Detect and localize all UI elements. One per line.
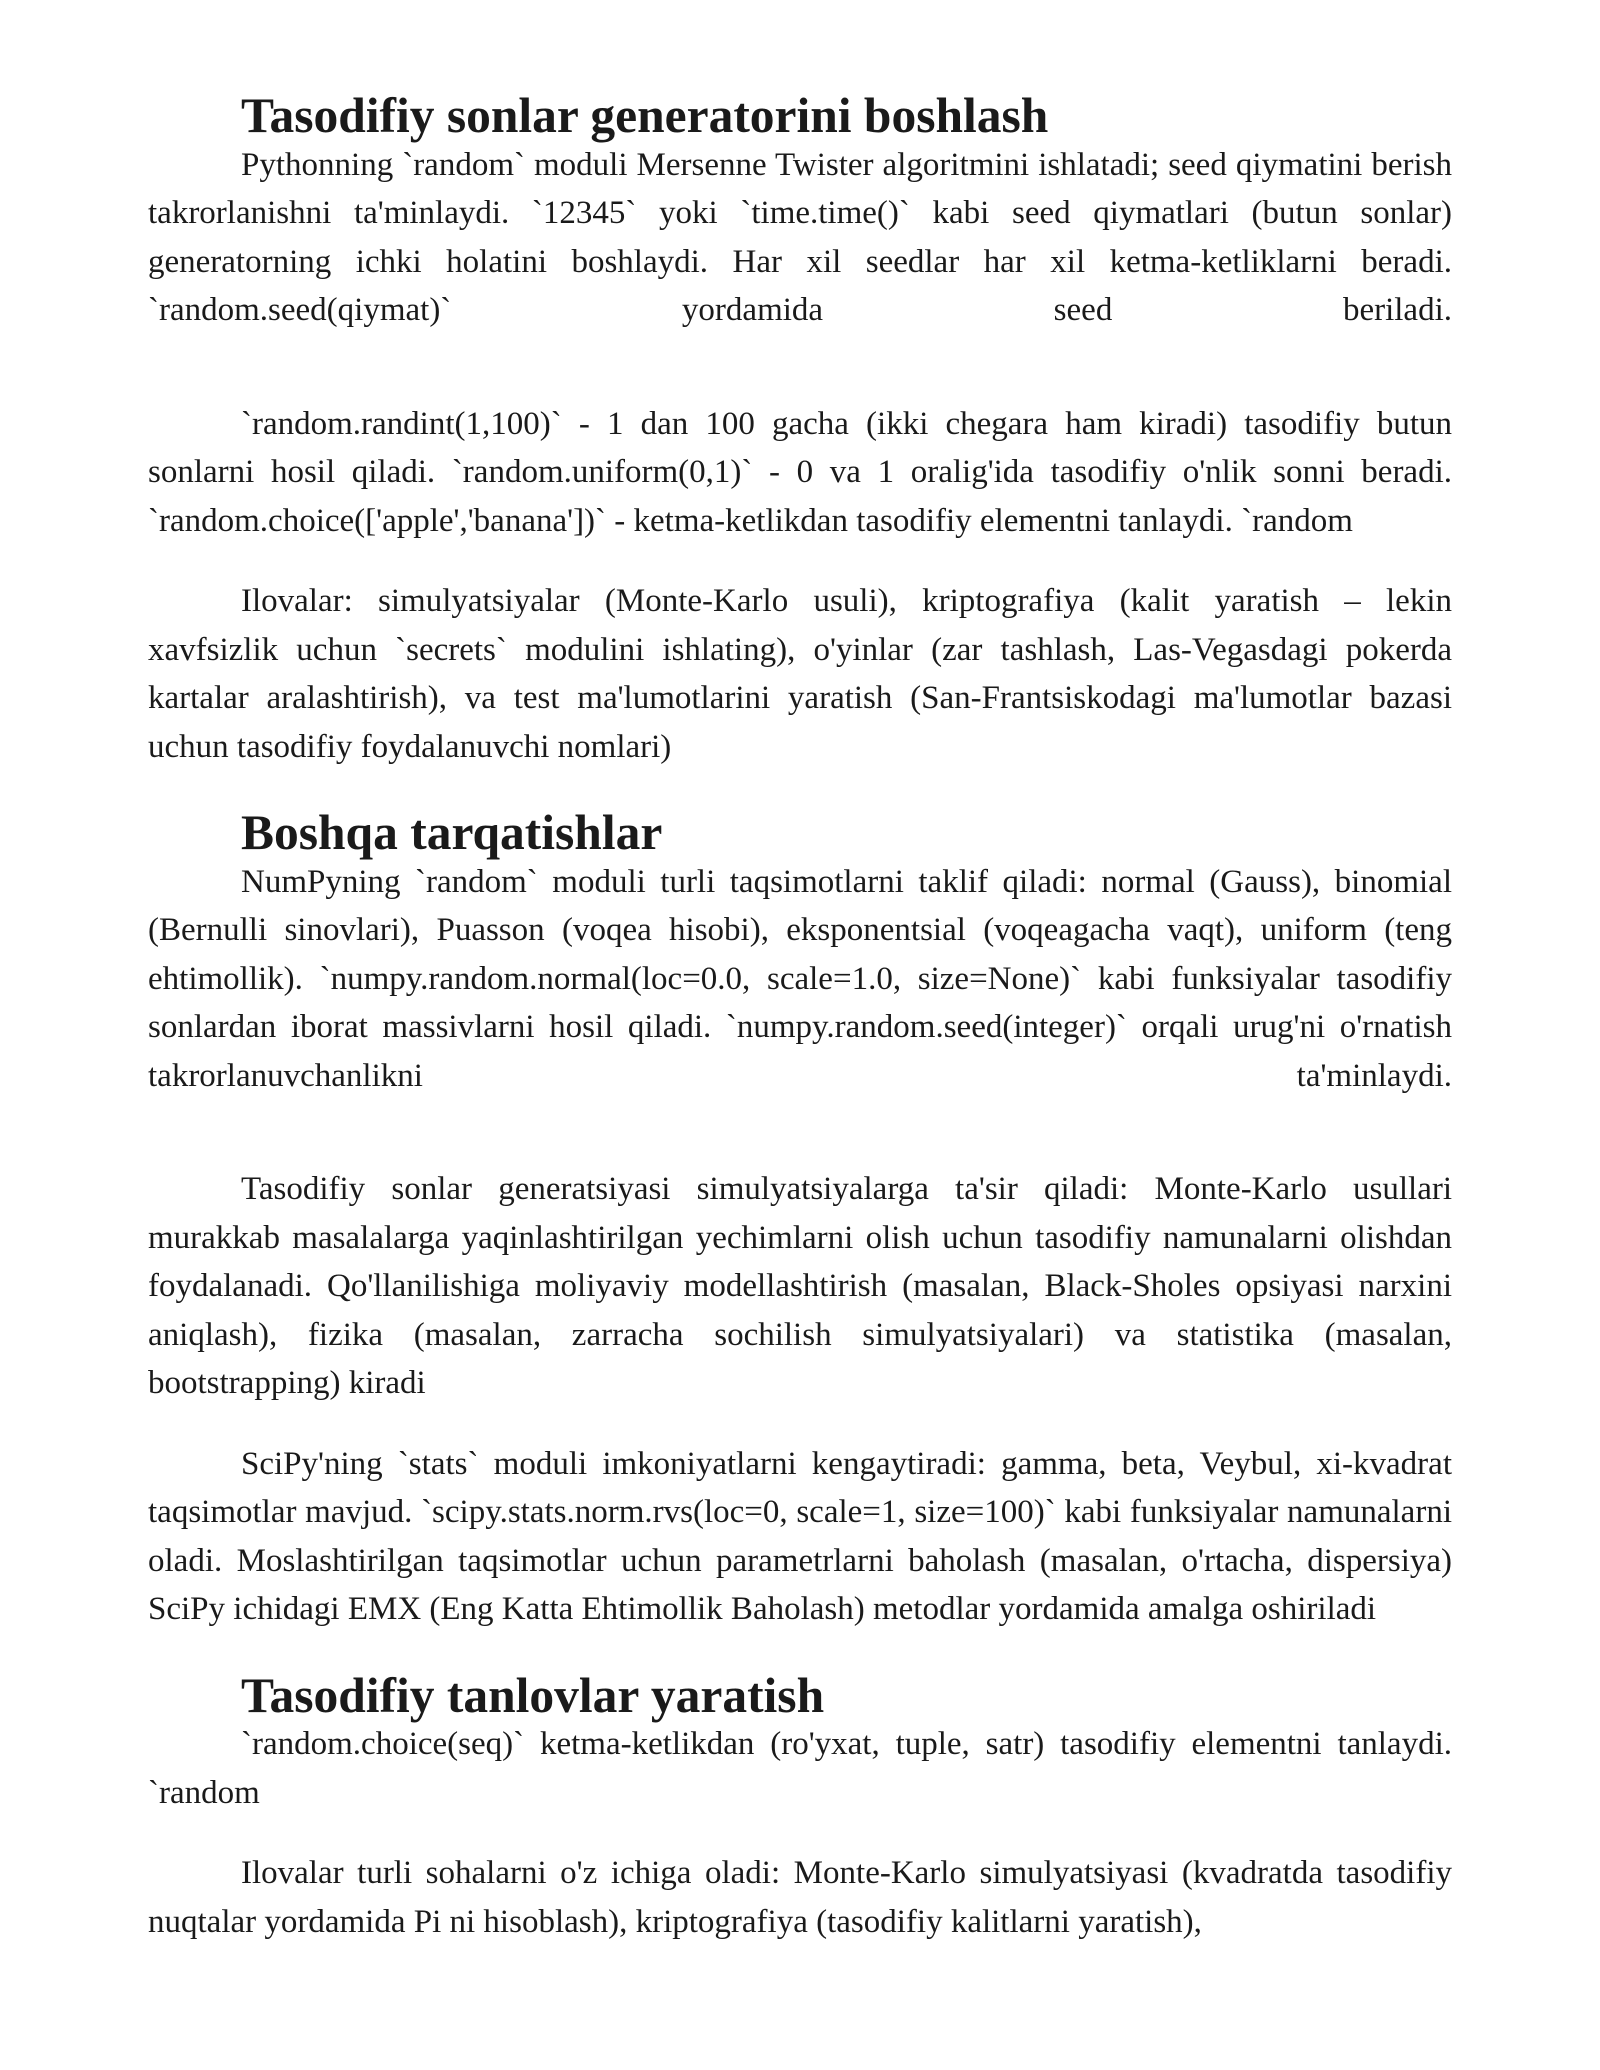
- paragraph-random-choice: `random.choice(seq)` ketma-ketlikdan (ro'yxat, tuple, satr) tasodifiy elementni tanlaydi. `random: [148, 1726, 1452, 1811]
- paragraph-applications-fields: Ilovalar turli sohalarni o'z ichiga oladi: Monte-Karlo simulyatsiyasi (kvadratda tasodifiy nuqtalar yordamida Pi ni hisoblash), kriptografiya (tasodifiy kalitlarni yaratish),: [148, 1855, 1452, 1940]
- paragraph-gap: [148, 545, 1452, 577]
- paragraph-seed: Pythonning `random` moduli Mersenne Twister algoritmini ishlatadi; seed qiymatini berish takrorlanishni ta'minlaydi. `12345` yoki `time.time()` kabi seed qiymatlari (butun sonlar) generatorning ichki holatini boshlaydi. Har xil seedlar har xil ketma-ketliklarni beradi. `random.seed(qiymat)` yordamida seed beriladi.: [148, 146, 1452, 328]
- paragraph-gap: [148, 335, 1452, 400]
- paragraph-numpy-random: NumPyning `random` moduli turli taqsimotlarni taklif qiladi: normal (Gauss), binomial (Bernulli sinovlari), Puasson (voqea hisobi), eksponentsial (voqeagacha vaqt), uniform (teng ehtimollik). `numpy.random.normal(loc=0.0, scale=1.0, size=None)` kabi funksiyalar tasodifiy sonlardan iborat massivlarni hosil qiladi. `numpy.random.seed(integer)` orqali urug'ni o'rnatish takrorlanuvchanlikni ta'minlaydi.: [148, 863, 1452, 1094]
- section-heading-random-choices: Tasodifiy tanlovlar yaratish: [241, 1667, 825, 1723]
- paragraph-scipy-stats: SciPy'ning `stats` moduli imkoniyatlarni kengaytiradi: gamma, beta, Veybul, xi-kvadrat taqsimotlar mavjud. `scipy.stats.norm.rvs(loc=0, scale=1, size=100)` kabi funksiyalar namunalarni oladi. Moslashtirilgan taqsimotlar uchun parametrlarni baholash (masalan, o'rtacha, dispersiya) SciPy ichidagi EMX (Eng Katta Ehtimollik Baholash) metodlar yordamida amalga oshiriladi: [148, 1445, 1452, 1627]
- document-page: [148, 88, 1452, 1946]
- paragraph-random-functions: `random.randint(1,100)` - 1 dan 100 gacha (ikki chegara ham kiradi) tasodifiy butun sonlarni hosil qiladi. `random.uniform(0,1)` - 0 va 1 oralig'ida tasodifiy o'nlik sonni beradi. `random.choice(['apple','banana'])` - ketma-ketlikdan tasodifiy elementni tanlaydi. `random: [148, 405, 1452, 539]
- section-gap: [148, 771, 1452, 809]
- paragraph-gap: [148, 1408, 1452, 1440]
- paragraph-gap: [148, 1817, 1452, 1849]
- section-gap: [148, 1634, 1452, 1672]
- section-heading-other-distributions: Boshqa tarqatishlar: [241, 805, 663, 860]
- section-heading-rng-seeding: Tasodifiy sonlar generatorini boshlash: [241, 88, 1049, 143]
- paragraph-gap: [148, 1100, 1452, 1165]
- paragraph-monte-carlo: Tasodifiy sonlar generatsiyasi simulyatsiyalarga ta'sir qiladi: Monte-Karlo usullari murakkab masalalarga yaqinlashtirilgan yechimlarni olish uchun tasodifiy namunalarni olishdan foydalanadi. Qo'llanilishiga moliyaviy modellashtirish (masalan, Black-Sholes opsiyasi narxini aniqlash), fizika (masalan, zarracha sochilish simulyatsiyalari) va statistika (masalan, bootstrapping) kiradi: [148, 1171, 1452, 1401]
- paragraph-applications: Ilovalar: simulyatsiyalar (Monte-Karlo usuli), kriptografiya (kalit yaratish – lekin xavfsizlik uchun `secrets` modulini ishlating), o'yinlar (zar tashlash, Las-Vegasdagi pokerda kartalar aralashtirish), va test ma'lumotlarini yaratish (San-Frantsiskodagi ma'lumotlar bazasi uchun tasodifiy foydalanuvchi nomlari): [148, 583, 1452, 765]
